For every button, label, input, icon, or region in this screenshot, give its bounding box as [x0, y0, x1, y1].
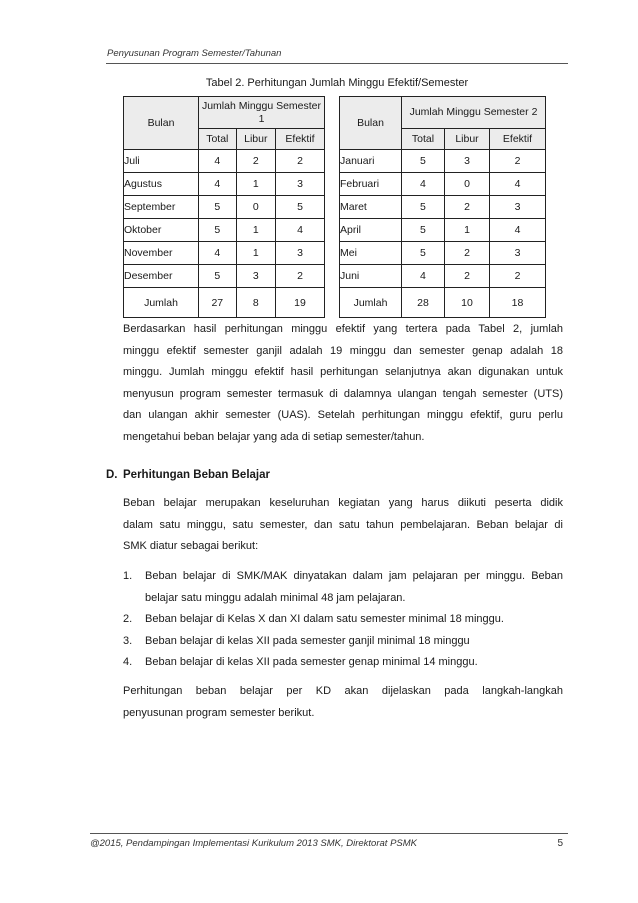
- total-cell: 4: [199, 150, 237, 173]
- efektif-cell: 3: [276, 173, 325, 196]
- libur-cell: 1: [236, 219, 275, 242]
- list-item: [123, 652, 563, 674]
- table-row: [340, 219, 546, 242]
- libur-cell: 2: [444, 265, 489, 288]
- sum-libur: 8: [236, 288, 275, 318]
- table-row: [340, 196, 546, 219]
- month-cell: September: [124, 196, 199, 219]
- running-header: Penyusunan Program Semester/Tahunan: [107, 48, 282, 59]
- table-caption: Tabel 2. Perhitungan Jumlah Minggu Efektif/Semester: [205, 77, 469, 89]
- col-efektif: Efektif: [490, 129, 546, 150]
- table-row: [124, 196, 325, 219]
- sum-libur: 10: [444, 288, 489, 318]
- text-line: mengetahui beban belajar yang ada di setiap semester/tahun.: [123, 430, 425, 443]
- efektif-cell: 2: [490, 150, 546, 173]
- libur-cell: 3: [444, 150, 489, 173]
- table-row: [340, 150, 546, 173]
- sum-label: Jumlah: [124, 288, 199, 318]
- footer-divider: [90, 833, 568, 834]
- libur-cell: 3: [236, 265, 275, 288]
- month-cell: Agustus: [124, 173, 199, 196]
- page-number: 5: [557, 838, 563, 849]
- total-cell: 5: [199, 265, 237, 288]
- libur-cell: 0: [444, 173, 489, 196]
- col-efektif: Efektif: [276, 129, 325, 150]
- total-cell: 5: [402, 150, 445, 173]
- total-cell: 5: [402, 219, 445, 242]
- text-line: minggu efektif semester ganjil adalah 19 minggu dan semester genap adalah 18: [123, 344, 563, 357]
- table-row: [124, 265, 325, 288]
- text-line: dan ulangan akhir semester (UAS). Setelah perhitungan minggu efektif, guru perlu: [123, 409, 563, 421]
- month-cell: Juni: [340, 265, 402, 288]
- table-row: [124, 219, 325, 242]
- efektif-cell: 4: [276, 219, 325, 242]
- list-item: [123, 609, 563, 631]
- col-libur: Libur: [444, 129, 489, 150]
- study-load-list: [123, 566, 563, 674]
- month-cell: November: [124, 242, 199, 265]
- text-line: Beban belajar di Kelas X dan XI dalam satu semester minimal 18 minggu.: [145, 613, 504, 625]
- table-row: [124, 173, 325, 196]
- list-item: [123, 631, 563, 653]
- month-header: Bulan: [124, 97, 199, 150]
- paragraph-study-load: [123, 493, 563, 558]
- text-line: dalam satu minggu, satu semester, dan satu tahun pembelajaran. Beban belajar di: [123, 518, 563, 531]
- list-number: 4.: [123, 656, 133, 668]
- paragraph-kd-load: [123, 681, 563, 724]
- sum-label: Jumlah: [340, 288, 402, 318]
- text-line: Perhitungan beban belajar per KD akan dijelaskan pada langkah-langkah: [123, 685, 563, 697]
- sum-efektif: 18: [490, 288, 546, 318]
- section-title: Perhitungan Beban Belajar: [123, 469, 270, 481]
- month-header: Bulan: [340, 97, 402, 150]
- paragraph-effective-weeks: [123, 319, 563, 448]
- efektif-cell: 4: [490, 173, 546, 196]
- libur-cell: 0: [236, 196, 275, 219]
- month-cell: Juli: [124, 150, 199, 173]
- libur-cell: 2: [444, 242, 489, 265]
- efektif-cell: 3: [276, 242, 325, 265]
- total-cell: 5: [199, 219, 237, 242]
- total-cell: 4: [199, 242, 237, 265]
- list-number: 1.: [123, 570, 133, 582]
- group-header: Jumlah Minggu Semester 1: [199, 97, 325, 129]
- sum-efektif: 19: [276, 288, 325, 318]
- efektif-cell: 5: [276, 196, 325, 219]
- libur-cell: 1: [236, 173, 275, 196]
- total-cell: 4: [199, 173, 237, 196]
- month-cell: Januari: [340, 150, 402, 173]
- month-cell: Maret: [340, 196, 402, 219]
- efektif-cell: 2: [276, 265, 325, 288]
- table-row: [124, 242, 325, 265]
- month-cell: April: [340, 219, 402, 242]
- header-divider: [106, 63, 568, 64]
- text-line: SMK diatur sebagai berikut:: [123, 540, 259, 552]
- table-row: [340, 265, 546, 288]
- group-header: Jumlah Minggu Semester 2: [402, 97, 546, 129]
- efektif-cell: 2: [276, 150, 325, 173]
- total-cell: 5: [199, 196, 237, 219]
- col-total: Total: [199, 129, 237, 150]
- month-cell: Februari: [340, 173, 402, 196]
- sum-total: 28: [402, 288, 445, 318]
- semester2-table: [339, 96, 546, 318]
- month-cell: Desember: [124, 265, 199, 288]
- text-line: menyusun program semester termasuk di dalamnya ulangan tengah semester (UTS): [123, 387, 563, 400]
- total-cell: 5: [402, 196, 445, 219]
- table-row: [124, 150, 325, 173]
- footer-text: @2015, Pendampingan Implementasi Kurikulum 2013 SMK, Direktorat PSMK: [90, 838, 417, 849]
- libur-cell: 1: [236, 242, 275, 265]
- month-cell: Mei: [340, 242, 402, 265]
- total-cell: 4: [402, 173, 445, 196]
- sum-total: 27: [199, 288, 237, 318]
- total-cell: 4: [402, 265, 445, 288]
- total-cell: 5: [402, 242, 445, 265]
- libur-cell: 1: [444, 219, 489, 242]
- libur-cell: 2: [444, 196, 489, 219]
- list-number: 3.: [123, 634, 133, 647]
- efektif-cell: 2: [490, 265, 546, 288]
- efektif-cell: 3: [490, 196, 546, 219]
- col-total: Total: [402, 129, 445, 150]
- list-number: 2.: [123, 613, 133, 625]
- text-line: Berdasarkan hasil perhitungan minggu efektif yang tertera pada Tabel 2, jumlah: [123, 323, 563, 335]
- text-line: Beban belajar merupakan keseluruhan kegiatan yang harus diikuti peserta didik: [123, 497, 563, 509]
- semester1-table: [123, 96, 325, 318]
- section-heading: [106, 469, 270, 481]
- table-row: [340, 173, 546, 196]
- text-line: belajar satu minggu adalah minimal 48 jam pelajaran.: [145, 591, 406, 604]
- table-row: [340, 242, 546, 265]
- month-cell: Oktober: [124, 219, 199, 242]
- list-item: [123, 566, 563, 609]
- text-line: Beban belajar di kelas XII pada semester ganjil minimal 18 minggu: [145, 634, 470, 647]
- col-libur: Libur: [236, 129, 275, 150]
- text-line: minggu. Jumlah minggu efektif hasil perhitungan selanjutnya akan digunakan untuk: [123, 366, 563, 378]
- text-line: Beban belajar di kelas XII pada semester genap minimal 14 minggu.: [145, 656, 478, 668]
- section-letter: D.: [106, 469, 118, 481]
- text-line: penyusunan program semester berikut.: [123, 706, 315, 719]
- libur-cell: 2: [236, 150, 275, 173]
- efektif-cell: 3: [490, 242, 546, 265]
- text-line: Beban belajar di SMK/MAK dinyatakan dalam jam pelajaran per minggu. Beban: [145, 570, 563, 582]
- efektif-cell: 4: [490, 219, 546, 242]
